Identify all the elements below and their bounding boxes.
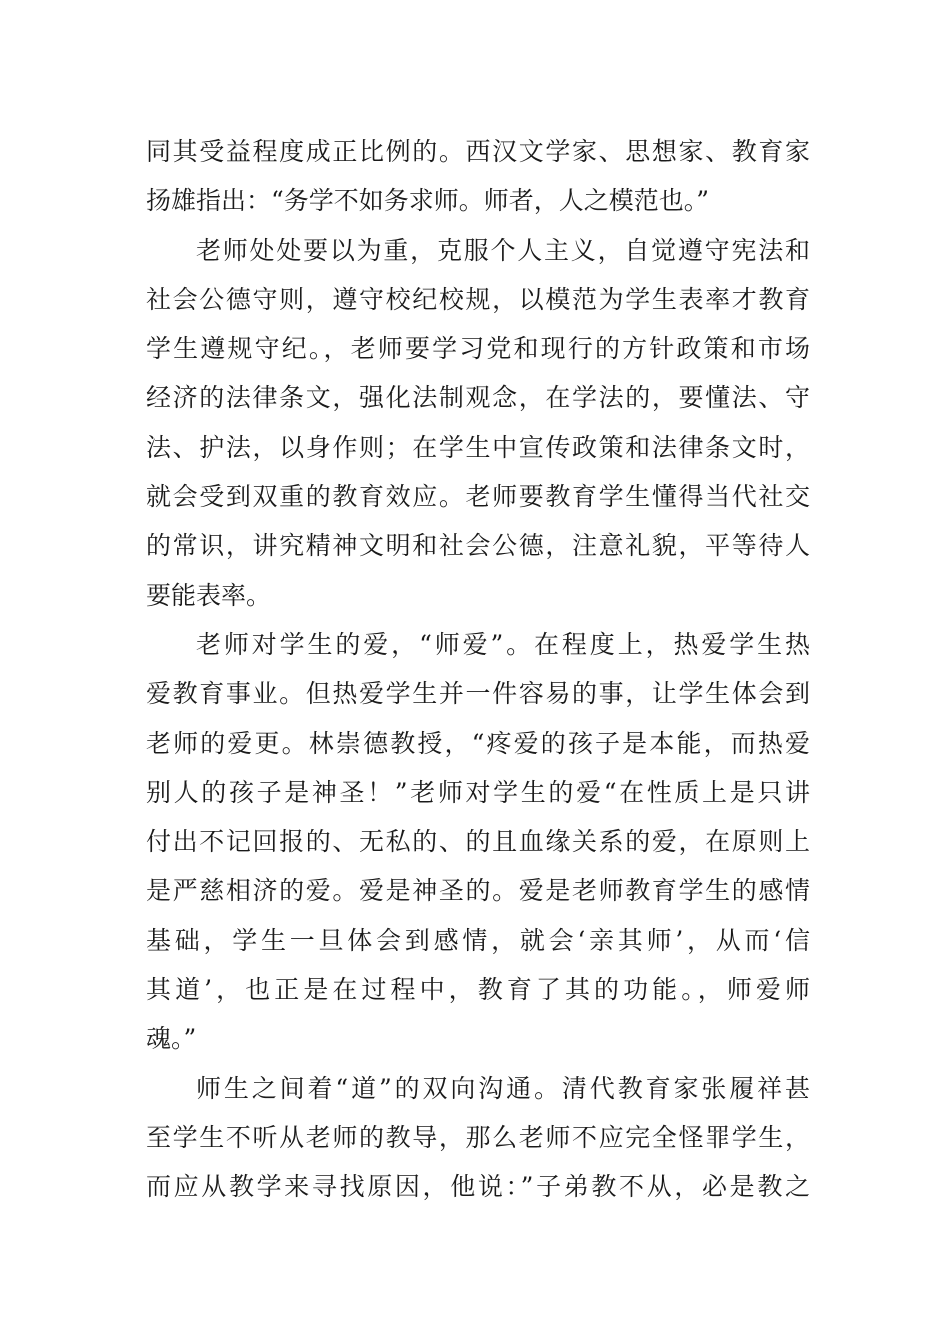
body-text bbox=[146, 127, 810, 1212]
text-line: 别人的孩子是神圣！”老师对学生的爱“在性质上是只讲 bbox=[146, 777, 810, 807]
text-line: 扬雄指出：“务学不如务求师。师者，人之模范也。” bbox=[146, 186, 710, 216]
text-line: 要能表率。 bbox=[146, 580, 272, 610]
text-line: 同其受益程度成正比例的。西汉文学家、思想家、教育家 bbox=[146, 137, 810, 166]
text-line: 爱教育事业。但热爱学生并一件容易的事，让学生体会到 bbox=[146, 679, 810, 709]
text-line: 至学生不听从老师的教导，那么老师不应完全怪罪学生， bbox=[146, 1122, 810, 1152]
text-line: 而应从教学来寻找原因，他说：”子弟教不从，必是教之 bbox=[146, 1172, 810, 1202]
text-line: 付出不记回报的、无私的、的且血缘关系的爱，在原则上 bbox=[146, 827, 810, 857]
text-line: 就会受到双重的教育效应。老师要教育学生懂得当代社交 bbox=[146, 482, 810, 512]
text-line: 的常识，讲究精神文明和社会公德，注意礼貌，平等待人 bbox=[146, 531, 810, 561]
text-line: 老师处处要以为重，克服个人主义，自觉遵守宪法和 bbox=[196, 235, 810, 265]
text-line: 学生遵规守纪。，老师要学习党和现行的方针政策和市场 bbox=[146, 334, 810, 364]
text-line: 师生之间着“道”的双向沟通。清代教育家张履祥甚 bbox=[196, 1073, 810, 1103]
text-line: 老师对学生的爱，“师爱”。在程度上，热爱学生热 bbox=[196, 629, 810, 659]
text-line: 老师的爱更。林崇德教授，“疼爱的孩子是本能，而热爱 bbox=[146, 728, 810, 758]
text-line: 经济的法律条文，强化法制观念，在学法的，要懂法、守 bbox=[146, 383, 810, 413]
text-line: 社会公德守则，遵守校纪校规，以模范为学生表率才教育 bbox=[146, 284, 810, 314]
text-line: 其道’，也正是在过程中，教育了其的功能。，师爱师 bbox=[146, 975, 810, 1005]
text-line: 基础，学生一旦体会到感情，就会‘亲其师’，从而‘信 bbox=[146, 925, 810, 955]
text-line: 是严慈相济的爱。爱是神圣的。爱是老师教育学生的感情 bbox=[146, 876, 810, 906]
text-line: 魂。” bbox=[146, 1024, 197, 1054]
text-line: 法、护法，以身作则；在学生中宣传政策和法律条文时， bbox=[146, 432, 810, 462]
